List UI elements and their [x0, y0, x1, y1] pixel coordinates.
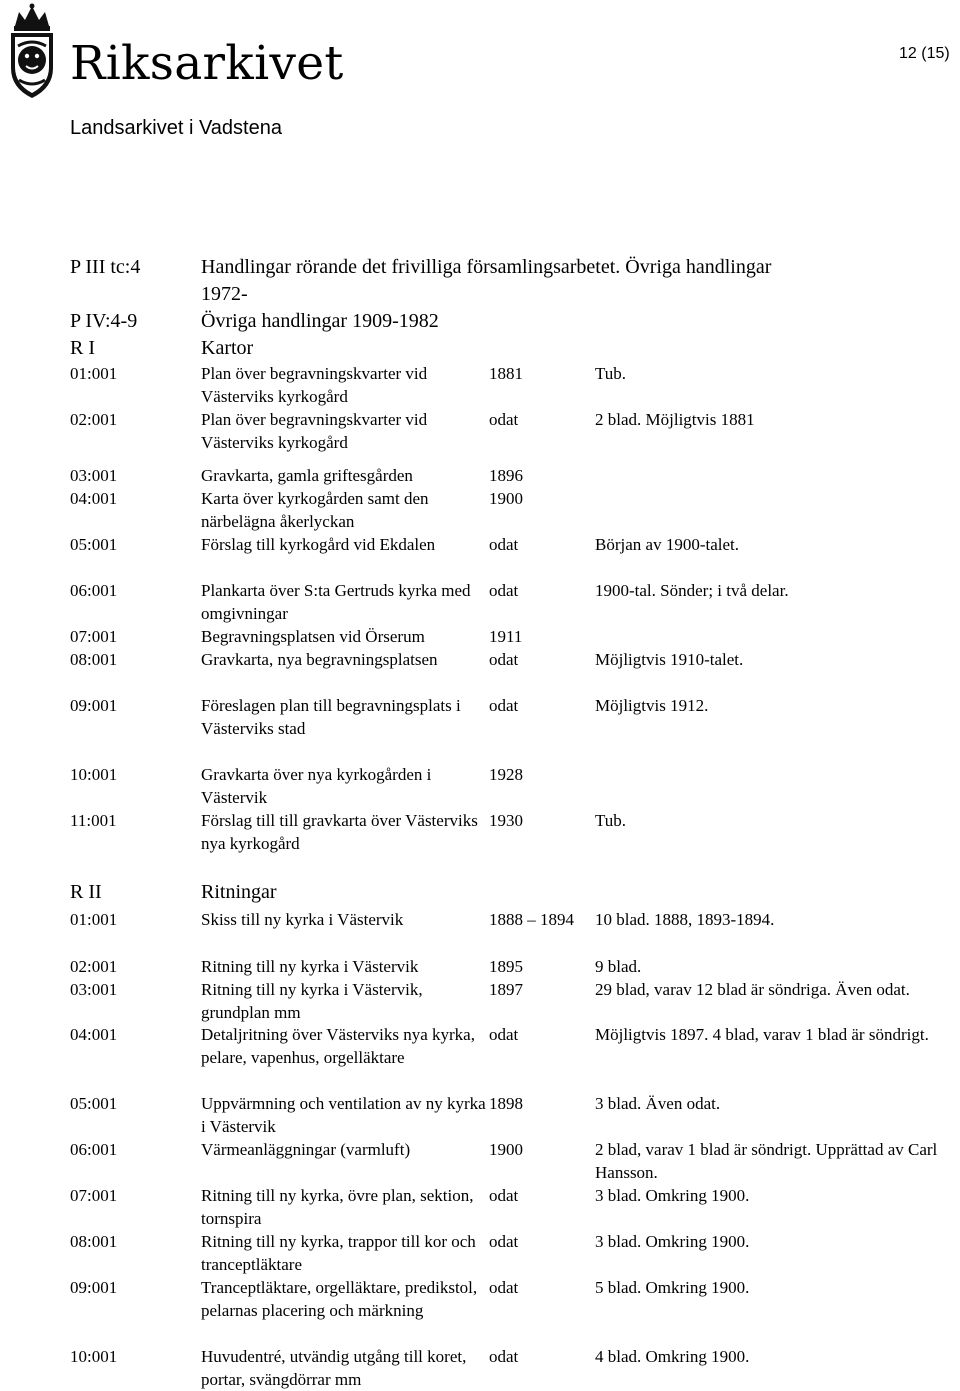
item-year: odat	[489, 1232, 519, 1251]
item-code: 02:001	[70, 957, 118, 976]
item-note: Tub.	[595, 364, 627, 383]
item-code: 07:001	[70, 627, 118, 646]
item-code: 08:001	[70, 650, 118, 669]
item-year: odat	[489, 1186, 519, 1205]
item-code: 03:001	[70, 980, 118, 999]
item-code: 10:001	[70, 765, 118, 784]
item-note: 3 blad. Omkring 1900.	[595, 1186, 750, 1205]
item-title: Ritning till ny kyrka i Västervik	[201, 957, 419, 976]
series-title: Ritningar	[201, 881, 277, 903]
item-code: 02:001	[70, 410, 118, 429]
item-code: 03:001	[70, 466, 118, 485]
item-note: 5 blad. Omkring 1900.	[595, 1278, 750, 1297]
item-year: 1900	[489, 1140, 523, 1159]
item-title: Värmeanläggningar (varmluft)	[201, 1140, 411, 1159]
item-code: 08:001	[70, 1232, 118, 1251]
item-code: P IV:4-9	[70, 310, 138, 332]
item-title: Ritning till ny kyrka, trappor till kor och tranceptläktare	[201, 1232, 476, 1274]
item-year: odat	[489, 581, 519, 600]
item-note: 1900-tal. Sönder; i två delar.	[595, 581, 789, 600]
item-code: 05:001	[70, 1094, 118, 1113]
item-note: 4 blad. Omkring 1900.	[595, 1347, 750, 1366]
item-year: 1881	[489, 364, 523, 383]
item-code: 04:001	[70, 1025, 118, 1044]
item-note: 29 blad, varav 12 blad är söndriga. Även odat.	[595, 980, 910, 999]
item-year: odat	[489, 1025, 519, 1044]
item-code: P III tc:4	[70, 256, 141, 278]
item-code: 01:001	[70, 364, 118, 383]
item-note: 10 blad. 1888, 1893-1894.	[595, 910, 775, 929]
item-note: 9 blad.	[595, 957, 642, 976]
item-title: Skiss till ny kyrka i Västervik	[201, 910, 404, 929]
item-title: Gravkarta, nya begravningsplatsen	[201, 650, 438, 669]
item-title: Gravkarta över nya kyrkogården i Västervik	[201, 765, 432, 807]
item-title: Gravkarta, gamla griftesgården	[201, 466, 413, 485]
item-year: odat	[489, 535, 519, 554]
item-title: Huvudentré, utvändig utgång till koret, portar, svängdörrar mm	[201, 1347, 467, 1389]
item-code: 09:001	[70, 1278, 118, 1297]
item-title: Förslag till kyrkogård vid Ekdalen	[201, 535, 436, 554]
item-title: Karta över kyrkogården samt den närbelägna åkerlyckan	[201, 489, 429, 531]
item-title: Föreslagen plan till begravningsplats i Västerviks stad	[201, 696, 461, 738]
item-year: 1898	[489, 1094, 523, 1113]
item-year: odat	[489, 650, 519, 669]
item-year: 1888 – 1894	[489, 910, 574, 929]
item-year: 1896	[489, 466, 523, 485]
page-number: 12 (15)	[899, 45, 950, 62]
item-note: 2 blad. Möjligtvis 1881	[595, 410, 755, 429]
item-code: 09:001	[70, 696, 118, 715]
archive-name: Landsarkivet i Vadstena	[70, 117, 282, 139]
item-year: 1897	[489, 980, 523, 999]
item-year: 1911	[489, 627, 523, 646]
item-note: Möjligtvis 1910-talet.	[595, 650, 744, 669]
item-title: Begravningsplatsen vid Örserum	[201, 627, 425, 646]
item-year: 1895	[489, 957, 523, 976]
item-note: Möjligtvis 1912.	[595, 696, 709, 715]
item-title: Plankarta över S:ta Gertruds kyrka med omgivningar	[201, 581, 471, 623]
item-year: 1930	[489, 811, 523, 830]
item-title: Ritning till ny kyrka i Västervik, grundplan mm	[201, 980, 423, 1022]
item-title: Förslag till till gravkarta över Västerviks nya kyrkogård	[201, 811, 478, 853]
series-code: R I	[70, 337, 95, 359]
item-code: 06:001	[70, 581, 118, 600]
item-title: Ritning till ny kyrka, övre plan, sektion, tornspira	[201, 1186, 474, 1228]
item-note: Början av 1900-talet.	[595, 535, 739, 554]
series-title: Kartor	[201, 337, 254, 359]
item-note: Tub.	[595, 811, 627, 830]
item-code: 11:001	[70, 811, 117, 830]
item-code: 04:001	[70, 489, 118, 508]
item-title: Tranceptläktare, orgelläktare, predikstol, pelarnas placering och märkning	[201, 1278, 478, 1320]
item-year: 1900	[489, 489, 523, 508]
item-year: odat	[489, 696, 519, 715]
item-title: Handlingar rörande det frivilliga församlingsarbetet. Övriga handlingar 1972-	[201, 256, 772, 305]
item-note: 3 blad. Även odat.	[595, 1094, 721, 1113]
item-title: Övriga handlingar 1909-1982	[201, 310, 439, 332]
item-title: Uppvärmning och ventilation av ny kyrka i Västervik	[201, 1094, 486, 1136]
item-code: 06:001	[70, 1140, 118, 1159]
item-code: 05:001	[70, 535, 118, 554]
item-year: odat	[489, 410, 519, 429]
riksarkivet-crest-logo	[5, 2, 59, 107]
item-code: 10:001	[70, 1347, 118, 1366]
item-title: Plan över begravningskvarter vid Västerviks kyrkogård	[201, 364, 428, 406]
series-code: R II	[70, 881, 102, 903]
item-code: 07:001	[70, 1186, 118, 1205]
brand-name: Riksarkivet	[70, 36, 344, 91]
item-note: 3 blad. Omkring 1900.	[595, 1232, 750, 1251]
item-note: 2 blad, varav 1 blad är söndrigt. Upprättad av Carl Hansson.	[595, 1140, 938, 1182]
item-year: odat	[489, 1278, 519, 1297]
item-title: Plan över begravningskvarter vid Västerviks kyrkogård	[201, 410, 428, 452]
item-year: odat	[489, 1347, 519, 1366]
item-year: 1928	[489, 765, 523, 784]
item-title: Detaljritning över Västerviks nya kyrka, pelare, vapenhus, orgelläktare	[201, 1025, 475, 1067]
item-code: 01:001	[70, 910, 118, 929]
item-note: Möjligtvis 1897. 4 blad, varav 1 blad är söndrigt.	[595, 1025, 929, 1044]
